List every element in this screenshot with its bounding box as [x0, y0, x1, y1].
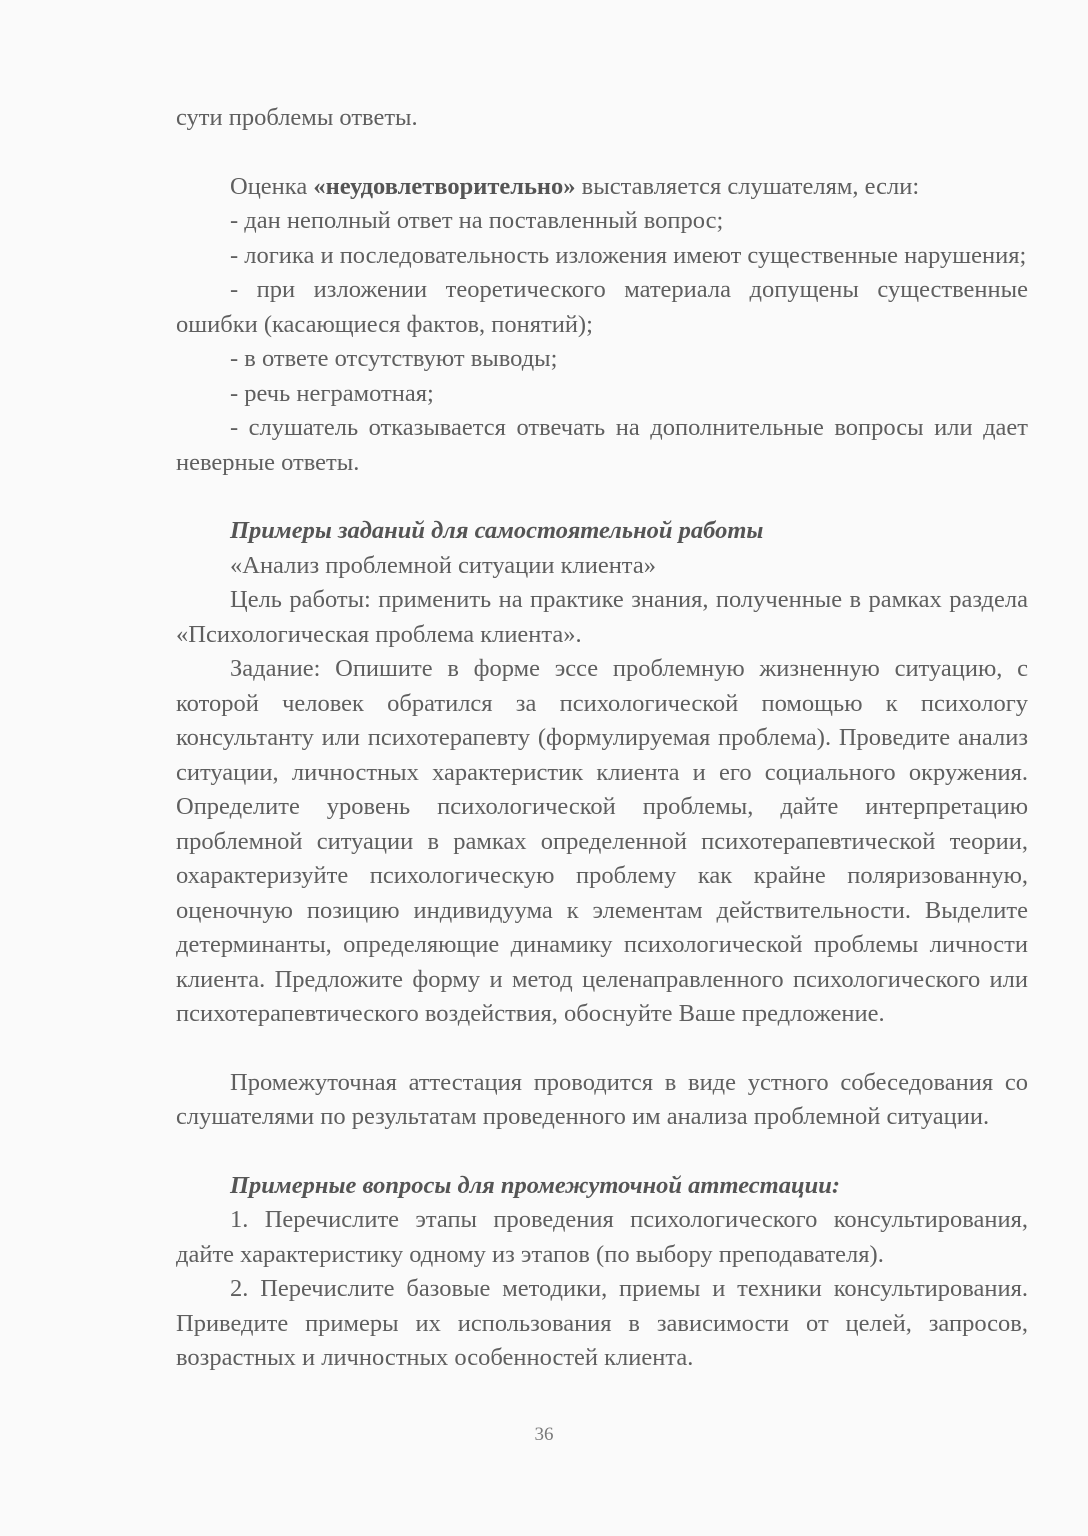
- self-work-heading: Примеры заданий для самостоятельной работы: [230, 517, 764, 544]
- self-work-goal: Цель работы: применить на практике знания, полученные в рамках раздела «Психологическая проблема клиента».: [176, 586, 1028, 648]
- attestation-question: 1. Перечислите этапы проведения психологического консультирования, дайте характеристику одному из этапов (по выбору преподавателя).: [176, 1206, 1028, 1268]
- self-work-task: Задание: Опишите в форме эссе проблемную жизненную ситуацию, с которой человек обратился за психологической помощью к психологу консультанту или психотерапевту (формулируемая проблема). Проведите анализ ситуации, личностных характеристик клиента и его социального окружения. Определите уровень психологической проблемы, дайте интерпретацию проблемной ситуации в рамках определенной психотерапевтической теории, охарактеризуйте психологическую проблему как крайне поляризованную, оценочную позицию индивидуума к элементам действительности. Выделите детерминанты, определяющие динамику психологической проблемы личности клиента. Предложите форму и метод целенаправленного психологического или психотерапевтического воздействия, обоснуйте Ваше предложение.: [176, 655, 1028, 1027]
- criteria-item: - в ответе отсутствуют выводы;: [230, 345, 558, 372]
- attestation-question: 2. Перечислите базовые методики, приемы и техники консультирования. Приведите примеры их использования в зависимости от целей, запросов, возрастных и личностных особенностей клиента.: [176, 1275, 1028, 1371]
- page-content: [176, 101, 1028, 1376]
- attestation-questions-heading: Примерные вопросы для промежуточной аттестации:: [230, 1171, 840, 1199]
- criteria-item: - логика и последовательность изложения имеют существенные нарушения;: [230, 241, 1027, 269]
- intro-tail-paragraph: сути проблемы ответы.: [176, 104, 418, 131]
- self-work-title: «Анализ проблемной ситуации клиента»: [230, 551, 656, 579]
- unsatisfactory-grade-label: «неудовлетворительно»: [313, 172, 576, 200]
- criteria-item: - слушатель отказывается отвечать на дополнительные вопросы или дает неверные ответы.: [176, 414, 1028, 476]
- page-number: 36: [534, 1424, 554, 1445]
- attestation-paragraph: Промежуточная аттестация проводится в виде устного собеседования со слушателями по результатам проведенного им анализа проблемной ситуации.: [176, 1068, 1028, 1130]
- unsatisfactory-prefix: Оценка: [230, 172, 314, 200]
- criteria-item: - дан неполный ответ на поставленный вопрос;: [230, 207, 724, 234]
- unsatisfactory-suffix: выставляется слушателям, если:: [575, 172, 920, 200]
- criteria-item: - речь неграмотная;: [230, 379, 434, 407]
- unsatisfactory-grade-paragraph: [176, 170, 1028, 205]
- criteria-item: - при изложении теоретического материала допущены существенные ошибки (касающиеся фактов, понятий);: [176, 276, 1028, 338]
